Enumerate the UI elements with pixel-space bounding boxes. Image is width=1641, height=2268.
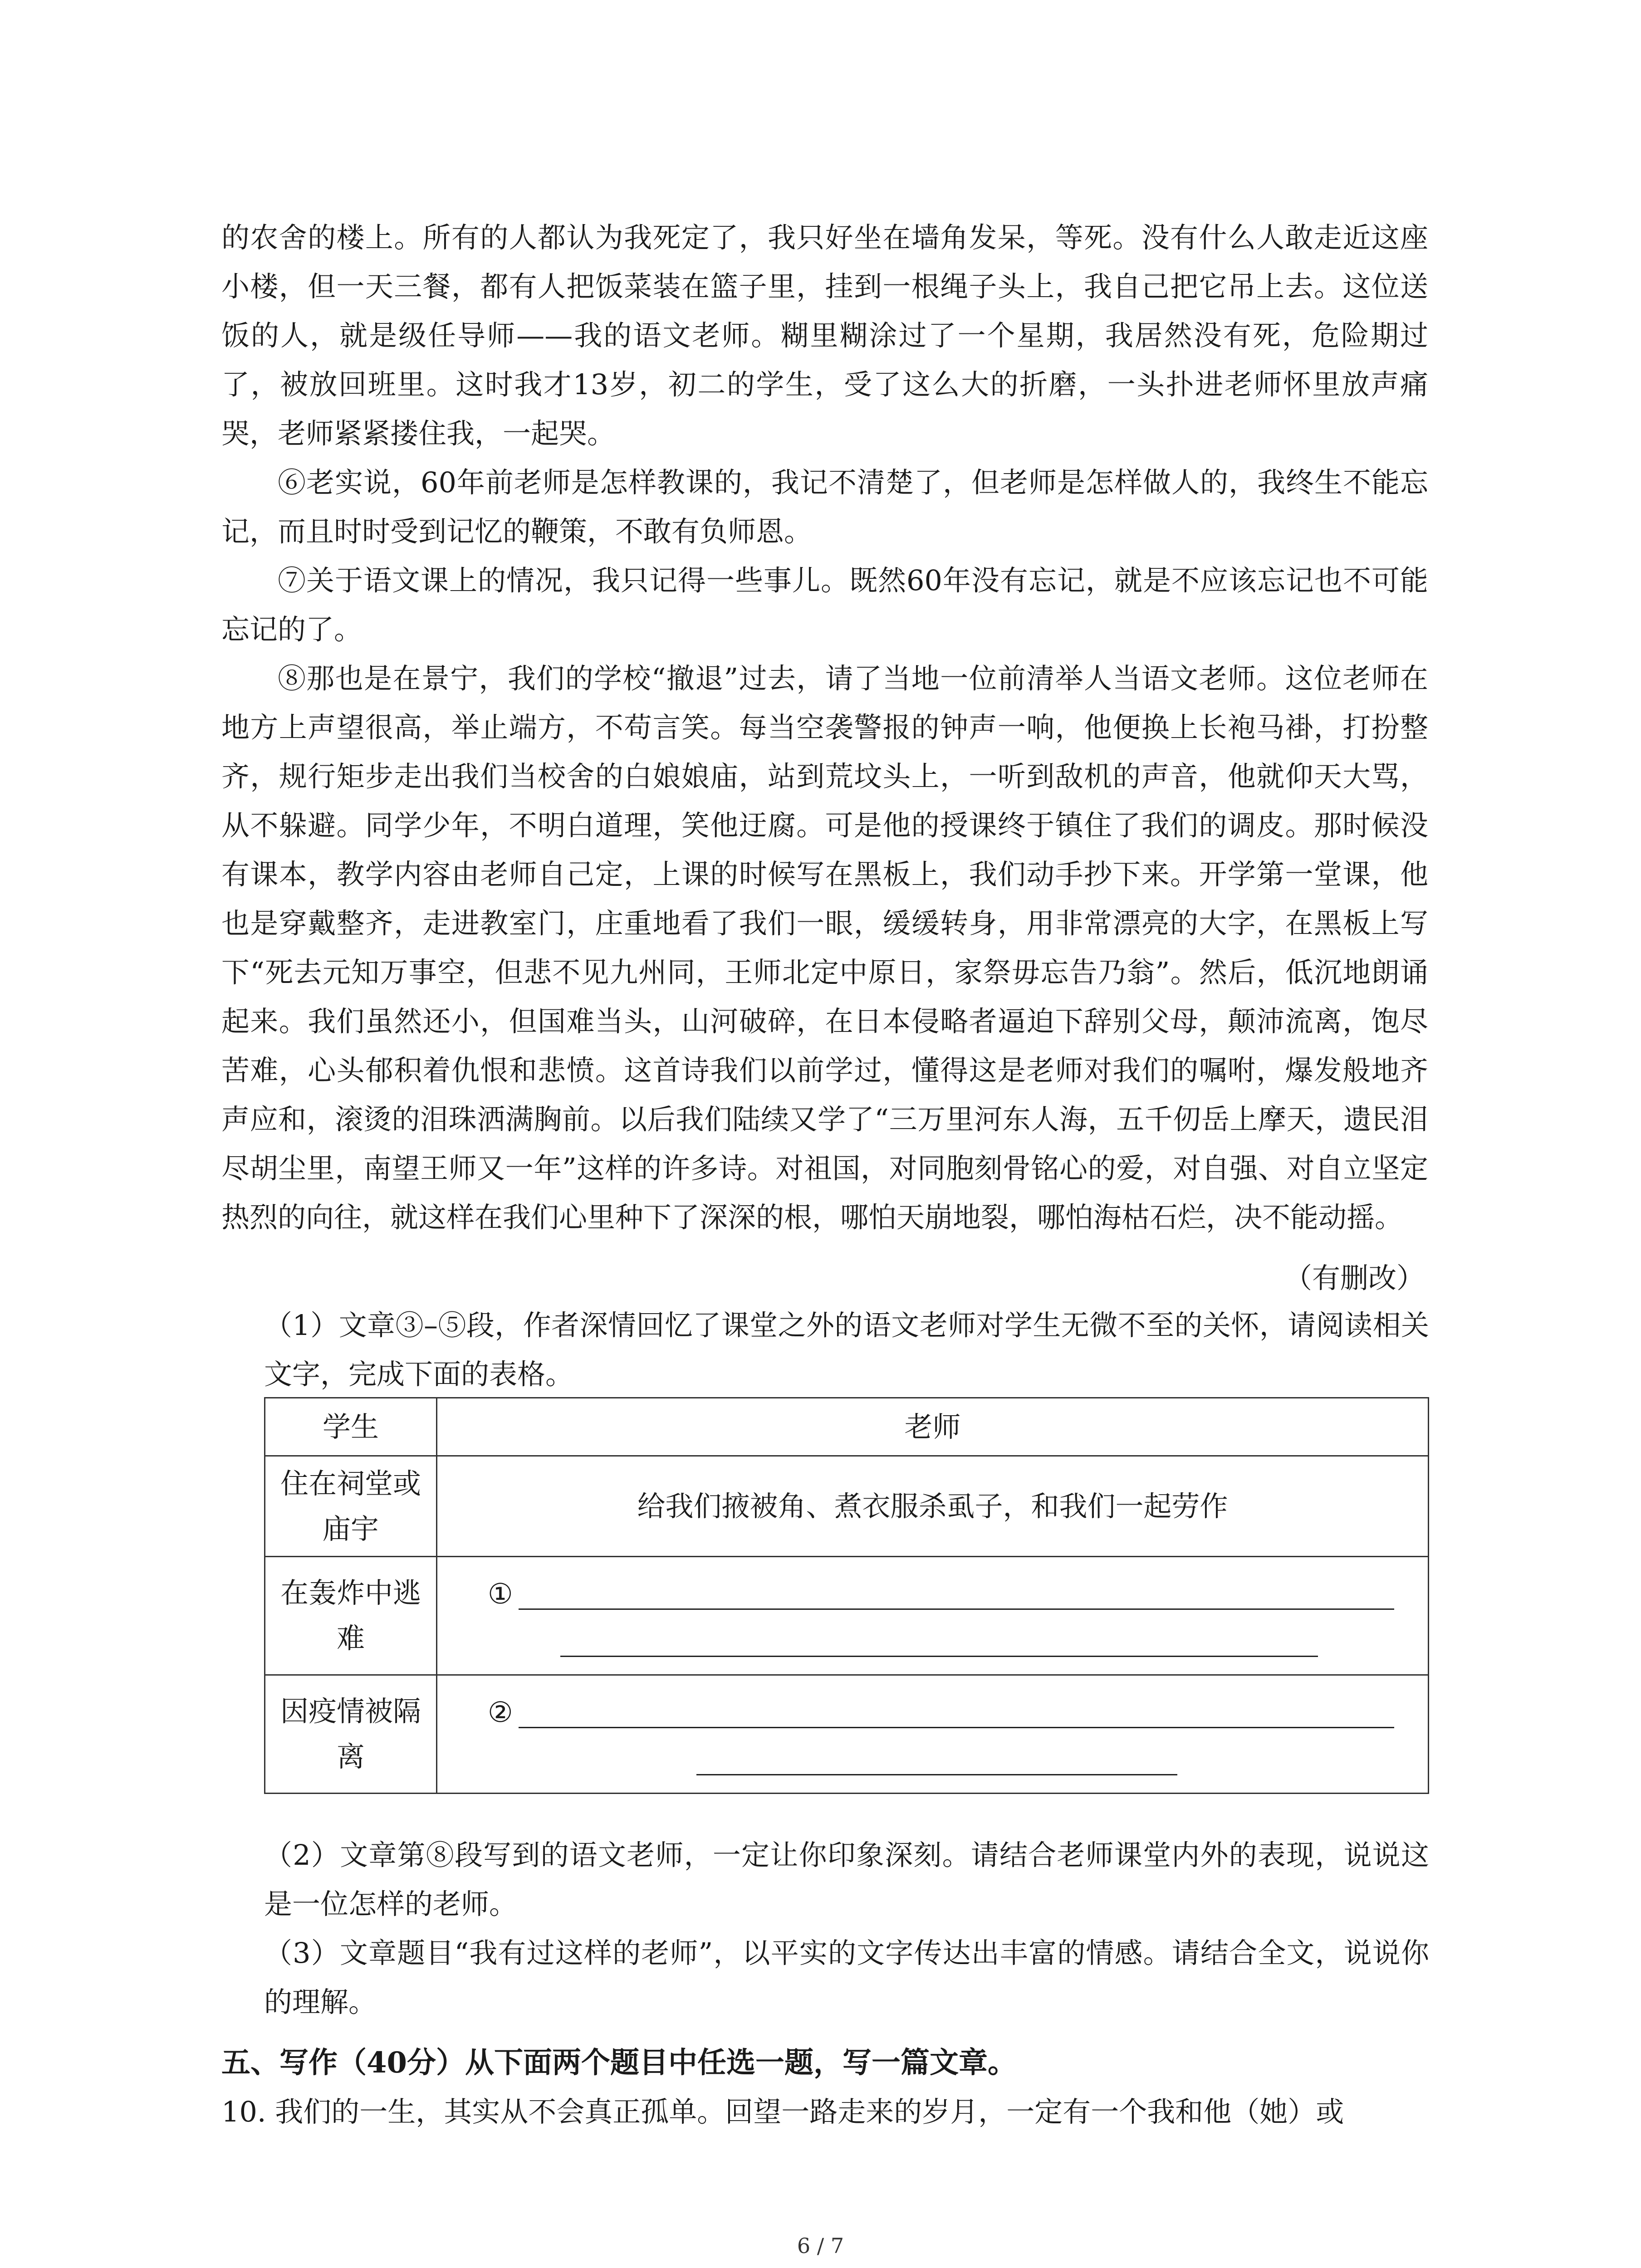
passage-paragraph-8: ⑧那也是在景宁，我们的学校“撤退”过去，请了当地一位前清举人当语文老师。这位老师在地方上声望很高，举止端方，不苟言笑。每当空袭警报的钟声一响，他便换上长袍马褂，打扮整齐，规行矩步走出我们当校舍的白娘娘庙，站到荒坟头上，一听到敌机的声音，他就仰天大骂，从不躲避。同学少年，不明白道理，笑他迂腐。可是他的授课终于镇住了我们的调皮。那时候没有课本，教学内容由老师自己定，上课的时候写在黑板上，我们动手抄下来。开学第一堂课，他也是穿戴整齐，走进教室门，庄重地看了我们一眼，缓缓转身，用非常漂亮的大字，在黑板上写下“死去元知万事空，但悲不见九州同，王师北定中原日，家祭毋忘告乃翁”。然后，低沉地朗诵起来。我们虽然还小，但国难当头，山河破碎，在日本侵略者逼迫下辞别父母，颠沛流离，饱尽苦难，心头郁积着仇恨和悲愤。这首诗我们以前学过，懂得这是老师对我们的嘱咐，爆发般地齐声应和，滚烫的泪珠洒满胸前。以后我们陆续又学了“三万里河东人海，五千仞岳上摩天，遗民泪尽胡尘里，南望王师又一年”这样的许多诗。对祖国，对同胞刻骨铭心的爱，对自强、对自立坚定热烈的向往，就这样在我们心里种下了深深的根，哪怕天崩地裂，哪怕海枯石烂，决不能动摇。 [221, 662, 1428, 1234]
blank-number: ② [488, 1696, 513, 1729]
writing-item-10 [221, 2087, 1428, 2136]
table-header-student: 学生 [265, 1398, 437, 1456]
answer-blank-2[interactable] [437, 1675, 1429, 1794]
table-cell-student: 因疫情被隔离 [265, 1675, 437, 1794]
passage-paragraph-7: ⑦关于语文课上的情况，我只记得一些事儿。既然60年没有忘记，就是不应该忘记也不可能忘记的了。 [221, 564, 1428, 646]
question-2 [264, 1831, 1429, 2027]
table-cell-student: 在轰炸中逃难 [265, 1557, 437, 1675]
blank-line [519, 1608, 1394, 1610]
passage-paragraph-6: ⑥老实说，60年前老师是怎样教课的，我记不清楚了，但老师是怎样做人的，我终生不能忘记，而且时时受到记忆的鞭策，不敢有负师恩。 [221, 466, 1428, 548]
question-3-text: （3）文章题目“我有过这样的老师”，以平实的文字传达出丰富的情感。请结合全文，说说你的理解。 [264, 1936, 1429, 2019]
table-row [265, 1456, 1429, 1557]
writing-item-10-text: 10. 我们的一生，其实从不会真正孤单。回望一路走来的岁月，一定有一个我和他（她）或 [221, 2095, 1344, 2128]
table-cell-student: 住在祠堂或庙宇 [265, 1456, 437, 1557]
table-header-row [265, 1398, 1429, 1456]
blank-line [696, 1774, 1177, 1775]
answer-blank-1[interactable] [437, 1557, 1429, 1675]
question-1-text: （1）文章③–⑤段，作者深情回忆了课堂之外的语文老师对学生无微不至的关怀，请阅读相关文字，完成下面的表格。 [264, 1309, 1429, 1391]
blank-line [519, 1727, 1394, 1728]
passage-body [221, 213, 1428, 1242]
passage-paragraph-5-continued: 的农舍的楼上。所有的人都认为我死定了，我只好坐在墙角发呆，等死。没有什么人敢走近这座小楼，但一天三餐，都有人把饭菜装在篮子里，挂到一根绳子头上，我自己把它吊上去。这位送饭的人，就是级任导师——我的语文老师。糊里糊涂过了一个星期，我居然没有死，危险期过了，被放回班里。这时我才13岁，初二的学生，受了这么大的折磨，一头扑进老师怀里放声痛哭，老师紧紧搂住我，一起哭。 [221, 221, 1428, 450]
table-header-teacher: 老师 [437, 1398, 1429, 1456]
question-1 [264, 1301, 1429, 1399]
answer-table [264, 1397, 1429, 1794]
table-row [265, 1557, 1429, 1675]
table-row [265, 1675, 1429, 1794]
table-cell-teacher: 给我们掖被角、煮衣服杀虱子，和我们一起劳作 [437, 1456, 1429, 1557]
question-2-text: （2）文章第⑧段写到的语文老师，一定让你印象深刻。请结合老师课堂内外的表现，说说这是一位怎样的老师。 [264, 1838, 1429, 1921]
writing-section-title: 五、写作（40分）从下面两个题目中任选一题，写一篇文章。 [221, 2046, 1017, 2080]
blank-line [560, 1656, 1318, 1657]
source-note: （有删改） [1284, 1261, 1425, 1295]
page-number: 6 / 7 [797, 2234, 844, 2258]
blank-number: ① [488, 1577, 513, 1610]
